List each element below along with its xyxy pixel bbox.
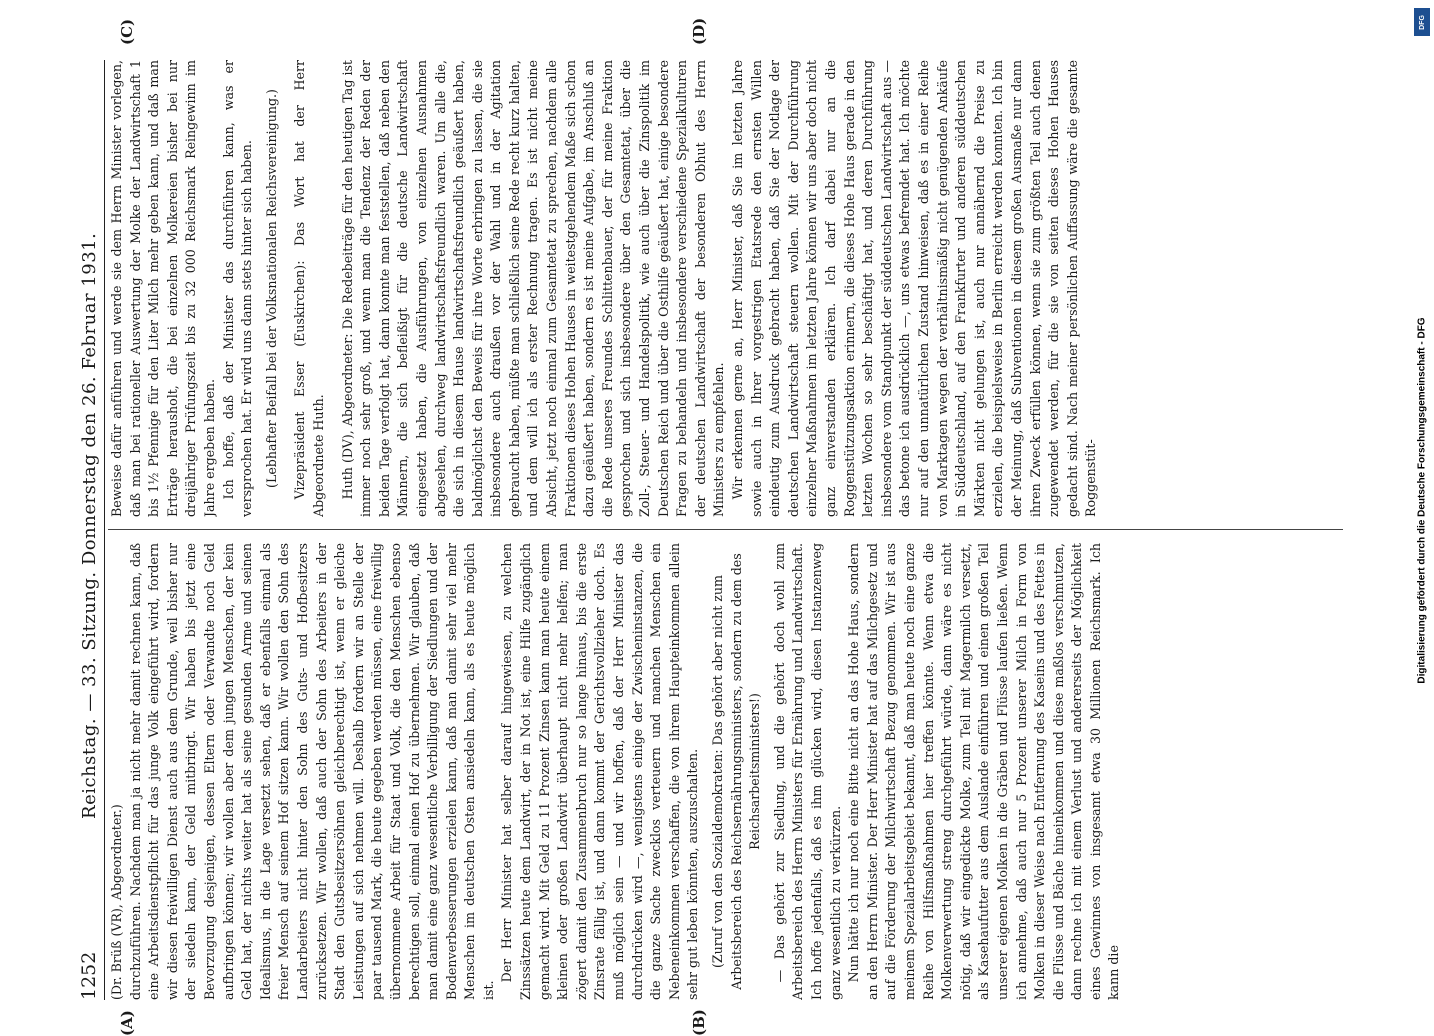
paragraph: Wir erkennen gerne an, Herr Minister, daß Sie im letzten Jahre sowie auch in Ihrer vorgestrigen Etatsrede den ernsten Willen eindeutig zum Ausdruck gebracht haben, daß Sie der Notlage der deutschen Landwirtschaft steuern wollen. Mit der Durchführung einzelner Maßnahmen im letzten Jahre können wir uns aber doch nicht ganz einverstanden erklären. Ich darf dabei nur an die Roggenstützungsaktion erinnern, die dieses Hohe Haus gerade in den letzten Wochen so sehr beschäftigt hat, und deren Durchführung insbesondere vom Standpunkt der süddeutschen Landwirtschaft aus — das betone ich ausdrücklich —, uns etwas befremdet hat. Ich möchte nur auf den unnatürlichen Zustand hinweisen, daß es in einer Reihe von Marktagen wegen der verhältnismäßig nicht genügenden Ankäufe in Süddeutschland, auf den Frankfurter und anderen süddeutschen Märkten nicht gelungen ist, auch nur annähernd die Preise zu erzielen, die beispielsweise in Berlin erreicht werden konnten. Ich bin der Meinung, daß Subventionen in diesem großen Ausmaße nur dann ihren Zweck erfüllen können, wenn sie zum größten Teil auch denen zugewendet werden, für die sie von seiten dieses Hohen Hauses gedacht sind. Nach meiner persönlichen Auffassung wäre die gesamte Roggenstüt- <box>730 60 1099 517</box>
dfg-logo-text: DFG <box>1418 14 1426 30</box>
speaker-tag: (Dr. Brüß (VR), Abgeordneter.) <box>109 804 124 1000</box>
paragraph: Nun hätte ich nur noch eine Bitte nicht an das Hohe Haus, sondern an den Herrn Minister. Der Herr Minister hat auf das Milchgesetz und auf die Förderung der Milchwirtschaft Bezug genommen. Wir ist aus meinem Spezialarbeitsgebiet bekannt, daß man heute noch eine ganze Reihe von Hilfsmaßnahmen hier treffen könnte. Wenn etwa die Molkenverwertung streng durchgeführt würde, dann wäre es nicht nötig, daß wir eingedickte Molke, zum Teil mit Magermilch versetzt, als Kasehaufutter aus dem Auslande einführen und einen großen Teil unserer eigenen Molken in die Gräben und Flüsse laufen ließen. Wenn ich annehme, daß auch nur 5 Prozent unserer Milch in Form von Molken in dieser Weise nach Entfernung des Kaseins und des Fettes in die Flüsse und Bäche hineinkommen und diese maßlos verschmutzen, dann rechne ich mit einem Verlust und andererseits der Möglichkeit eines Gewinnes von insgesamt etwa 30 Millionen Reichsmark. Ich kann die <box>846 543 1122 1000</box>
paragraph: Beweise dafür anführen und werde sie dem Herrn Minister vorlegen, daß man bei rationeller Auswertung der Molke der Landwirtschaft 1 bis 1½ Pfennige für den Liter Milch mehr geben kann, und daß man Erträge herausholt, die bei einzelnen Molkereien bisher bei nur dreijähriger Prüfungszeit bis zu 32 000 Reichsmark Reingewinn im Jahre ergeben haben. <box>109 60 217 517</box>
left-column <box>108 543 1343 1000</box>
column-divider <box>108 529 1343 530</box>
right-column <box>108 60 1343 517</box>
paragraph: — Das gehört zur Siedlung, und die gehört doch wohl zum Arbeitsbereich des Herrn Ministers für Ernährung und Landwirtschaft. Ich hoffe jedenfalls, daß es ihm glücken wird, diesen Instanzenweg ganz wesentlich zu verkürzen. <box>771 543 843 1000</box>
page-title: Reichstag. — 33. Sitzung. Donnerstag den 26. Februar 1931. <box>79 232 100 819</box>
text-columns <box>108 60 1343 1000</box>
paragraph: Huth (DV), Abgeordneter: Die Redebeiträge für den heutigen Tag ist immer noch sehr groß, und wenn man die Tendenz der Reden der beiden Tage verfolgt hat, dann konnte man feststellen, daß neben den Männern, die sich befleißigt für die deutsche Landwirtschaft eingesetzt haben, die Ausführungen, von einzelnen Ausnahmen abgesehen, durchweg landwirtschaftsfreundlich waren. Um alle die, die sich in diesem Hause landwirtschaftsfreundlich geäußert haben, baldmöglichst den Beweis für ihre Worte erbringen zu lassen, die sie insbesondere auch draußen vor der Wahl und in der Agitation gebraucht haben, müßte man schließlich seine Rede recht kurz halten, und dem will ich als erster Rechnung tragen. Es ist nicht meine Absicht, jetzt noch einmal zum Gesamtetat zu sprechen, nachdem alle Fraktionen dieses Hohen Hauses in weitestgehendem Maße sich schon dazu geäußert haben, sondern es ist meine Aufgabe, im Anschluß an die Rede unseres Freundes Schlittenbauer, der für meine Fraktion gesprochen und sich insbesondere über den Gesamtetat, über die Zoll-, Steuer- und Handelspolitik, wie auch über die Zinspolitik im Deutschen Reich und über die Osthilfe geäußert hat, einige besondere Fragen zu behandeln und insbesondere verschiedene Spezialkulturen der deutschen Landwirtschaft der besonderen Obhut des Herrn Ministers zu empfehlen. <box>339 60 727 517</box>
paragraph: Der Herr Minister hat selber darauf hingewiesen, zu welchen Zinssätzen heute dem Landwirt, der in Not ist, eine Hilfe zugänglich gemacht wird. Mit Geld zu 11 Prozent Zinsen kann man heute einem kleinen oder großen Landwirt überhaupt nicht mehr helfen; man zögert damit den Zusammenbruch nur so lange hinaus, bis die erste Zinsrate fällig ist, und dann kommt der Gerichtsvollzieher doch. Es muß möglich sein — und wir hoffen, daß der Herr Minister das durchdrücken wird —, wenigstens einige der Zwischeninstanzen, die die ganze Sache zwecklos verteuern und manchen Menschen ein Nebeneinkommen verschaffen, die von ihrem Haupteinkommen allein sehr gut leben könnten, auszuschalten. <box>499 543 701 1000</box>
margin-mark-a: (A) <box>118 1010 136 1036</box>
margin-mark-d: (D) <box>690 17 708 45</box>
page-number: 1252 <box>78 951 100 1000</box>
margin-mark-c: (C) <box>118 18 136 45</box>
side-credit <box>1410 0 1434 1000</box>
page-header <box>60 60 105 1000</box>
paragraph: Ich hoffe, daß der Minister das durchführen kann, was er versprochen hat. Er wird uns dann stets hinter sich haben. <box>220 60 255 517</box>
interjection: (Zuruf von den Sozialdemokraten: Das gehört aber nicht zum Arbeitsbereich des Reichsernährungsministers, sondern zu dem des Reichsarbeitsministers!) <box>710 553 763 990</box>
margin-mark-b: (B) <box>690 1009 708 1036</box>
side-credit-text: Digitalisierung gefördert durch die Deutsche Forschungsgemeinschaft - DFG <box>1416 316 1428 684</box>
applause-note: (Lebhafter Beifall bei der Volksnationalen Reichsvereinigung.) <box>263 89 279 488</box>
rotated-page <box>60 0 1350 1036</box>
paragraph: durchzuführen. Nachdem man ja nicht mehr damit rechnen kann, daß eine Arbeitsdienstpflicht für das junge Volk eingeführt wird, fordern wir diesen freiwilligen Dienst auch aus dem Grunde, weil bisher nur der siedeln kann, der Geld mitbringt. Wir haben bis jetzt eine Bevorzugung desjenigen, dessen Eltern oder Verwandte noch Geld aufbringen können; wir wollen aber dem jungen Menschen, der kein Geld hat, der nichts weiter hat als seine gesunden Arme und seinen Idealismus, in die Lage versetzt sehen, daß er ebenfalls einmal als freier Mensch auf seinem Hof sitzen kann. Wir wollen den Sohn des Landarbeiters nicht hinter den Sohn des Guts- und Hofbesitzers zurücksetzen. Wir wollen, daß auch der Sohn des Arbeiters in der Stadt den Gutsbesitzersöhnen gleichberechtigt ist, wenn er gleiche Leistungen auf sich nehmen will. Deshalb fordern wir an Stelle der paar tausend Mark, die heute gegeben werden müssen, eine freiwillig übernommene Arbeit für Staat und Volk, die den Menschen ebenso berechtigen soll, einmal einen Hof zu übernehmen. Wir glauben, daß man damit eine ganz wesentliche Verbilligung der Siedlungen und der Bodenverbesserungen erzielen kann, daß man damit sehr viel mehr Menschen im deutschen Osten ansiedeln kann, als es heute möglich ist. <box>127 543 496 1000</box>
president-statement: Vizepräsident Esser (Euskirchen): Das Wort hat der Herr Abgeordnete Huth. <box>292 60 326 517</box>
